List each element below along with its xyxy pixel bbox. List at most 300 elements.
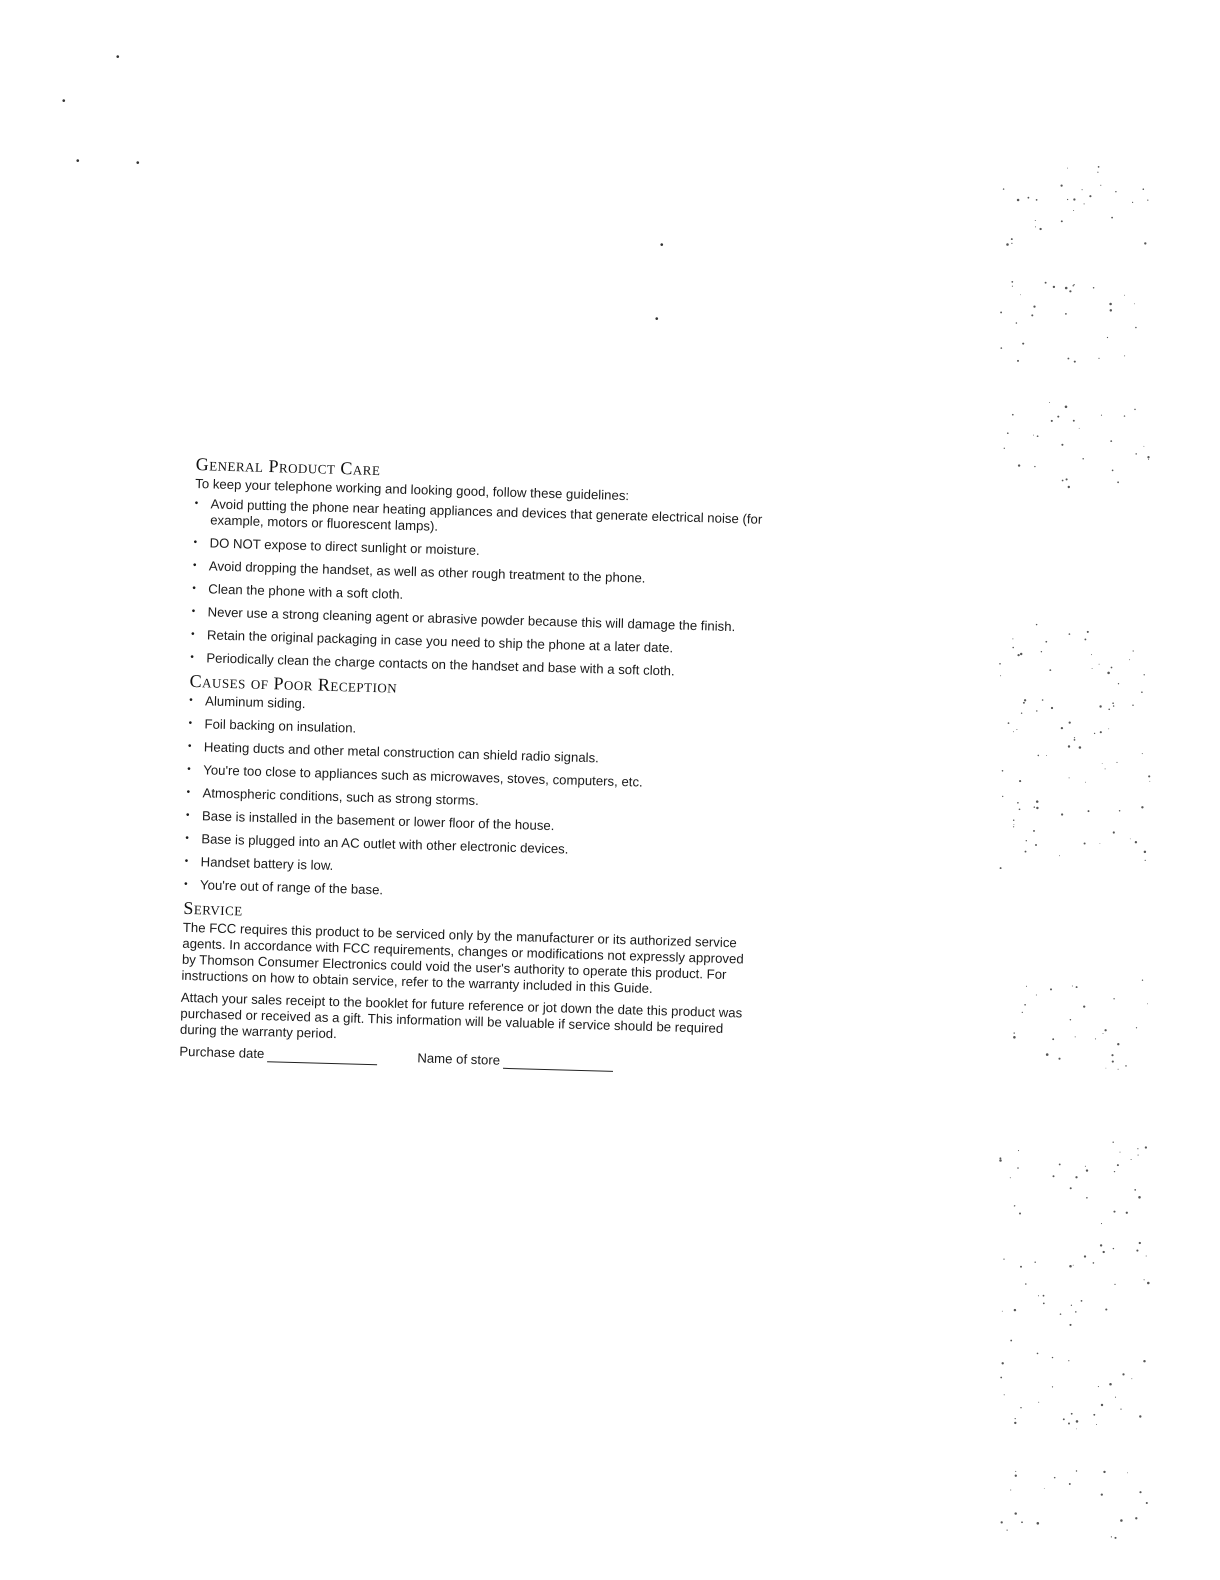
scan-speck — [1098, 1386, 1099, 1387]
scan-speck — [1076, 1420, 1079, 1423]
scan-speck — [1110, 440, 1112, 442]
scan-speck — [1108, 708, 1110, 710]
scan-speck — [1036, 807, 1038, 809]
scan-speck — [1101, 1223, 1102, 1224]
scan-speck — [1015, 1418, 1016, 1419]
scan-speck — [1020, 1266, 1022, 1268]
scan-speck — [1102, 763, 1103, 764]
scan-speck — [1106, 1068, 1107, 1069]
scan-speck — [1004, 1394, 1005, 1395]
scan-speck — [1069, 1483, 1071, 1485]
scan-speck — [1122, 1373, 1124, 1375]
scan-speck — [1148, 775, 1150, 777]
scan-speck — [1002, 1362, 1004, 1364]
scan-speck — [1003, 1258, 1004, 1259]
scan-speck — [1112, 470, 1114, 472]
scan-speck — [1054, 1477, 1056, 1479]
scan-speck — [1146, 1502, 1148, 1504]
scan-speck — [1086, 1169, 1088, 1171]
scan-speck — [1110, 309, 1112, 311]
list-item: • Handset battery is low. — [184, 854, 754, 886]
list-item: • Clean the phone with a soft cloth. — [192, 581, 762, 613]
scan-speck — [1052, 1038, 1054, 1040]
scan-speck — [1143, 188, 1145, 190]
scan-speck — [1019, 780, 1021, 782]
scan-speck — [1012, 414, 1014, 416]
scan-speck — [1101, 1493, 1103, 1495]
scan-speck — [1020, 294, 1021, 295]
scan-speck — [1098, 166, 1100, 168]
scan-speck — [1038, 1402, 1039, 1403]
scan-speck — [1100, 1244, 1102, 1246]
scan-speck — [1070, 1187, 1072, 1189]
scan-speck — [1136, 1027, 1137, 1028]
scan-speck — [1012, 647, 1014, 649]
scan-speck — [1143, 446, 1144, 447]
scan-speck — [1033, 305, 1035, 307]
scan-speck — [1114, 1284, 1115, 1285]
scan-speck — [1086, 1197, 1088, 1199]
scan-speck — [1099, 843, 1100, 844]
scan-speck — [1105, 1308, 1107, 1310]
scan-speck — [1017, 654, 1019, 656]
scan-speck — [1069, 1265, 1072, 1268]
scan-speck — [1089, 195, 1091, 197]
scan-speck — [1085, 782, 1086, 783]
scan-speck — [1111, 1054, 1113, 1056]
scan-speck — [1073, 284, 1074, 285]
scan-speck — [1014, 1032, 1015, 1033]
scan-speck — [1000, 867, 1002, 869]
scan-speck — [1036, 710, 1037, 711]
scan-speck — [1139, 1242, 1141, 1244]
scan-speck — [1103, 1033, 1104, 1034]
scan-speck — [1131, 1159, 1132, 1160]
scan-speck — [1071, 1413, 1073, 1415]
scan-speck — [1147, 456, 1149, 458]
scan-speck — [1067, 199, 1068, 200]
scan-speck — [1014, 1422, 1016, 1424]
scan-speck — [1109, 1383, 1112, 1386]
scan-speck — [1117, 1164, 1119, 1166]
scan-speck — [1084, 842, 1086, 844]
scan-speck — [1105, 768, 1106, 769]
list-item: • Base is plugged into an AC outlet with other electronic devices. — [185, 831, 755, 863]
scan-speck: • — [136, 158, 140, 169]
scan-speck — [1113, 1248, 1114, 1249]
scan-speck — [1012, 286, 1013, 287]
scan-speck — [1010, 1177, 1011, 1178]
scan-speck — [1069, 633, 1071, 635]
scan-speck — [1129, 659, 1130, 660]
purchase-date-blank — [267, 1049, 377, 1065]
scan-speck — [1001, 1521, 1003, 1523]
scan-speck — [1148, 459, 1149, 460]
scan-speck — [1052, 1357, 1053, 1358]
scan-speck — [1101, 1404, 1103, 1406]
scan-speck — [1010, 1489, 1011, 1490]
scan-speck — [1067, 358, 1069, 360]
scan-speck — [1017, 1167, 1019, 1169]
scan-speck — [1057, 416, 1059, 418]
scan-speck — [1093, 1262, 1095, 1264]
scan-speck — [999, 663, 1001, 665]
scan-speck — [1037, 1353, 1039, 1355]
scan-speck — [1112, 702, 1114, 704]
scan-speck — [1017, 802, 1019, 804]
scan-speck — [1113, 1211, 1115, 1213]
scan-speck — [999, 1159, 1002, 1162]
scan-speck — [1099, 705, 1101, 707]
scan-speck — [1017, 199, 1020, 202]
scan-speck — [1072, 285, 1073, 286]
scan-speck — [1013, 1036, 1016, 1039]
scan-speck — [1074, 739, 1076, 741]
scan-speck — [1014, 1309, 1016, 1311]
scan-speck — [1138, 1196, 1141, 1199]
scan-speck — [1013, 824, 1014, 825]
scan-speck — [1133, 650, 1134, 651]
scan-speck — [1034, 466, 1035, 467]
scan-speck — [1119, 1152, 1120, 1153]
care-intro: To keep your telephone working and looking good, follow these guidelines: — [195, 475, 630, 504]
scan-speck — [1059, 855, 1060, 856]
scan-speck — [1098, 358, 1099, 359]
scan-speck — [1082, 189, 1083, 190]
scan-speck — [1108, 728, 1109, 729]
scan-speck — [1036, 800, 1039, 803]
scan-speck — [1084, 1255, 1086, 1257]
scan-speck: • — [116, 52, 120, 63]
scan-speck — [1144, 242, 1146, 244]
scan-speck: • — [660, 240, 664, 251]
scan-speck — [1074, 737, 1075, 738]
scan-speck — [1051, 420, 1053, 422]
scan-speck — [1068, 1360, 1069, 1361]
scan-speck — [1022, 1012, 1023, 1013]
scan-speck — [1082, 458, 1084, 460]
scan-speck — [1103, 1471, 1105, 1473]
service-heading: Service — [183, 897, 244, 920]
scan-speck — [1061, 220, 1063, 222]
scan-speck — [1120, 1408, 1121, 1409]
scan-speck — [1073, 210, 1074, 211]
scan-speck — [1000, 675, 1001, 676]
scan-speck — [1013, 731, 1014, 732]
scan-speck — [1053, 1175, 1055, 1177]
reception-list — [184, 693, 759, 909]
care-list — [190, 496, 765, 682]
scan-speck — [1141, 806, 1143, 808]
scan-speck — [1022, 343, 1024, 345]
document-body — [179, 456, 766, 1076]
scan-speck — [1113, 831, 1115, 833]
scan-speck — [1042, 699, 1044, 701]
store-name-label: Name of store — [417, 1050, 501, 1068]
scan-speck — [1092, 668, 1093, 669]
scan-speck — [1073, 420, 1075, 422]
scan-speck — [1076, 1428, 1077, 1429]
scan-speck — [1083, 1005, 1085, 1007]
scan-speck — [1124, 355, 1125, 356]
scan-speck — [1068, 1423, 1070, 1425]
scan-speck — [1141, 691, 1143, 693]
scan-speck — [1070, 1019, 1071, 1020]
scan-speck — [1076, 986, 1078, 988]
scan-speck — [1044, 1488, 1045, 1489]
scan-speck — [1131, 1378, 1132, 1379]
scan-speck — [1023, 702, 1025, 704]
scan-speck — [1135, 1517, 1137, 1519]
list-item: • Retain the original packaging in case you need to ship the phone at a later date. — [191, 627, 761, 659]
scan-speck — [1136, 1250, 1138, 1252]
scan-speck — [1018, 464, 1020, 466]
scan-speck — [1112, 1061, 1114, 1063]
scan-speck — [1094, 733, 1095, 734]
scan-speck — [1119, 810, 1121, 812]
scan-speck — [1115, 1397, 1116, 1398]
list-item: • DO NOT expose to direct sunlight or moisture. — [193, 535, 763, 567]
scan-speck — [1144, 674, 1145, 675]
scan-speck — [1117, 481, 1119, 483]
scan-speck — [1007, 432, 1009, 434]
scan-speck — [1067, 168, 1068, 169]
scan-speck — [1020, 653, 1022, 655]
scan-speck — [1065, 313, 1067, 315]
scan-speck — [1035, 844, 1037, 846]
scan-speck — [1038, 1295, 1039, 1296]
scan-speck — [1118, 1069, 1119, 1070]
scan-speck — [1069, 1324, 1071, 1326]
scan-speck — [1081, 1300, 1083, 1302]
scan-speck — [1068, 745, 1070, 747]
scan-speck — [1142, 753, 1143, 754]
scan-speck — [1019, 1213, 1021, 1215]
scan-speck — [1101, 415, 1102, 416]
list-item: • Avoid dropping the handset, as well as other rough treatment to the phone. — [193, 558, 763, 590]
scan-speck — [1066, 478, 1068, 480]
scan-speck — [1118, 683, 1119, 684]
list-item: • Aluminum siding. — [189, 693, 759, 725]
scan-speck — [1026, 986, 1027, 987]
scan-speck — [1100, 185, 1101, 186]
reception-heading: Causes of Poor Reception — [189, 670, 398, 697]
list-item: • Foil backing on insulation. — [188, 716, 758, 748]
scan-speck — [1036, 199, 1038, 201]
scan-speck — [1127, 1472, 1128, 1473]
scan-speck — [1018, 1150, 1019, 1151]
scan-speck — [1015, 1471, 1016, 1472]
scan-speck — [1147, 1003, 1148, 1004]
scan-speck — [1076, 1470, 1077, 1471]
scan-speck — [1046, 1053, 1049, 1056]
store-name-blank — [503, 1056, 613, 1072]
scan-speck — [1058, 1058, 1060, 1060]
scan-speck — [1002, 796, 1003, 797]
scan-speck — [1116, 762, 1117, 763]
list-item: • Heating ducts and other metal construction can shield radio signals. — [188, 739, 758, 771]
scan-speck — [1050, 988, 1052, 990]
scan-speck — [1134, 409, 1136, 411]
scan-speck — [1049, 402, 1050, 403]
scan-speck — [1142, 980, 1143, 981]
scan-speck — [1037, 435, 1039, 437]
scan-speck — [1007, 1530, 1008, 1531]
scan-speck — [1139, 1415, 1141, 1417]
scan-speck — [1069, 290, 1071, 292]
scan-speck — [1113, 705, 1115, 707]
scan-speck — [1008, 722, 1010, 724]
scan-speck — [1035, 220, 1036, 221]
scan-speck — [1104, 1029, 1106, 1031]
scan-speck — [1039, 228, 1041, 230]
scan-speck — [1137, 1148, 1138, 1149]
service-paragraph-receipt: Attach your sales receipt to the booklet for future reference or jot down the date this product was purchased or received as a gift. This information will be valuable if service should be required during the warranty period. — [179, 989, 743, 1042]
scan-speck — [1019, 808, 1021, 810]
scan-speck — [1072, 985, 1073, 986]
scan-speck — [1126, 1212, 1128, 1214]
scan-speck — [1065, 287, 1068, 290]
scan-speck — [1006, 243, 1009, 246]
scan-speck — [1031, 314, 1033, 316]
scan-speck — [1000, 347, 1002, 349]
scan-speck — [1037, 1522, 1040, 1525]
list-item: • You're too close to appliances such as microwaves, stoves, computers, etc. — [187, 762, 757, 794]
list-item: • Periodically clean the charge contacts on the handset and base with a soft cloth. — [190, 650, 760, 682]
scan-speck — [1000, 311, 1002, 313]
scan-speck — [1061, 185, 1063, 187]
scan-speck — [1112, 1141, 1113, 1142]
store-name-field — [417, 1050, 613, 1071]
scan-speck — [1036, 994, 1037, 995]
scan-speck — [1135, 453, 1137, 455]
scan-speck — [1026, 840, 1027, 841]
scan-speck — [1011, 243, 1012, 244]
scan-speck — [1134, 1189, 1136, 1191]
scan-speck — [1144, 1279, 1145, 1280]
scan-speck — [1036, 624, 1037, 625]
scan-speck — [1109, 303, 1112, 306]
scan-speck — [1046, 755, 1047, 756]
scan-speck — [1111, 217, 1113, 219]
scan-speck — [1084, 638, 1086, 640]
scan-speck — [1096, 1424, 1097, 1425]
scan-speck — [1134, 303, 1135, 304]
scan-speck — [1097, 172, 1098, 173]
scan-speck — [1125, 1065, 1127, 1067]
scan-speck — [1062, 480, 1064, 482]
scan-speck — [1034, 806, 1036, 808]
scan-speck — [1028, 197, 1030, 199]
scan-noise-edge — [990, 140, 1160, 1540]
scan-speck — [1063, 1418, 1065, 1420]
scan-speck — [1004, 448, 1005, 449]
list-item: • Base is installed in the basement or lower floor of the house. — [186, 808, 756, 840]
scan-speck — [1132, 705, 1133, 706]
scan-speck — [1099, 664, 1100, 665]
scan-speck — [1075, 1036, 1076, 1037]
scan-speck — [1117, 1043, 1119, 1045]
scan-speck — [1130, 838, 1131, 839]
scan-speck — [1139, 1491, 1141, 1493]
scan-speck — [1025, 1283, 1027, 1285]
scan-speck — [1010, 1340, 1012, 1342]
scan-speck — [1069, 722, 1071, 724]
scan-speck — [1013, 826, 1014, 827]
scan-speck — [1124, 415, 1125, 416]
scan-speck — [1017, 360, 1019, 362]
scan-speck — [1069, 777, 1070, 778]
scan-speck — [1024, 1004, 1026, 1006]
scan-speck — [1041, 651, 1042, 652]
scan-speck — [1144, 851, 1146, 853]
scan-speck — [1085, 1166, 1086, 1167]
scan-speck — [1073, 198, 1075, 200]
scan-speck — [1135, 841, 1137, 843]
scan-speck — [1021, 713, 1022, 714]
scan-speck — [1079, 428, 1080, 429]
scan-speck — [1059, 1163, 1061, 1165]
scan-speck — [1084, 203, 1085, 204]
scan-speck — [1045, 282, 1047, 284]
scan-speck — [999, 1157, 1001, 1159]
scan-speck — [1033, 830, 1035, 832]
scan-speck — [1111, 667, 1113, 669]
scan-speck — [1024, 699, 1026, 701]
scan-speck — [1043, 1295, 1045, 1297]
scan-speck — [1124, 295, 1125, 296]
scan-speck — [1000, 1377, 1002, 1379]
scan-speck — [1002, 770, 1004, 772]
scan-speck — [1113, 998, 1114, 999]
scan-speck — [1135, 327, 1137, 329]
scan-speck — [1147, 1282, 1150, 1285]
scan-speck — [1100, 731, 1102, 733]
scan-speck — [1107, 337, 1108, 338]
scan-speck — [1034, 1261, 1035, 1262]
scan-speck — [1061, 444, 1063, 446]
scan-speck — [1114, 1171, 1115, 1172]
scan-speck — [1052, 1386, 1053, 1387]
scan-speck — [1114, 1537, 1116, 1539]
scan-speck — [1011, 281, 1013, 283]
scan-speck — [1093, 1414, 1095, 1416]
scan-speck — [1060, 1313, 1062, 1315]
scan-speck — [1014, 1205, 1015, 1206]
scan-speck — [1075, 1176, 1077, 1178]
scan-speck — [1012, 638, 1013, 639]
scan-speck — [1095, 1038, 1096, 1039]
scan-speck — [1115, 191, 1116, 192]
scan-speck — [1035, 226, 1036, 227]
scan-speck — [1079, 746, 1082, 749]
scan-speck — [1065, 406, 1068, 409]
scan-speck — [1049, 669, 1051, 671]
scan-speck — [1015, 1475, 1017, 1477]
scan-speck — [1143, 1360, 1145, 1362]
scan-speck — [1147, 199, 1148, 200]
scan-speck: • — [76, 156, 80, 167]
scan-speck — [1093, 287, 1095, 289]
scan-speck — [1138, 1155, 1139, 1156]
scan-speck — [1132, 202, 1133, 203]
scan-speck — [1103, 1251, 1105, 1253]
scan-speck — [1011, 238, 1013, 240]
purchase-date-label: Purchase date — [179, 1043, 265, 1062]
scan-speck — [1051, 707, 1053, 709]
scan-speck — [1013, 820, 1014, 821]
scan-speck — [1087, 631, 1089, 633]
